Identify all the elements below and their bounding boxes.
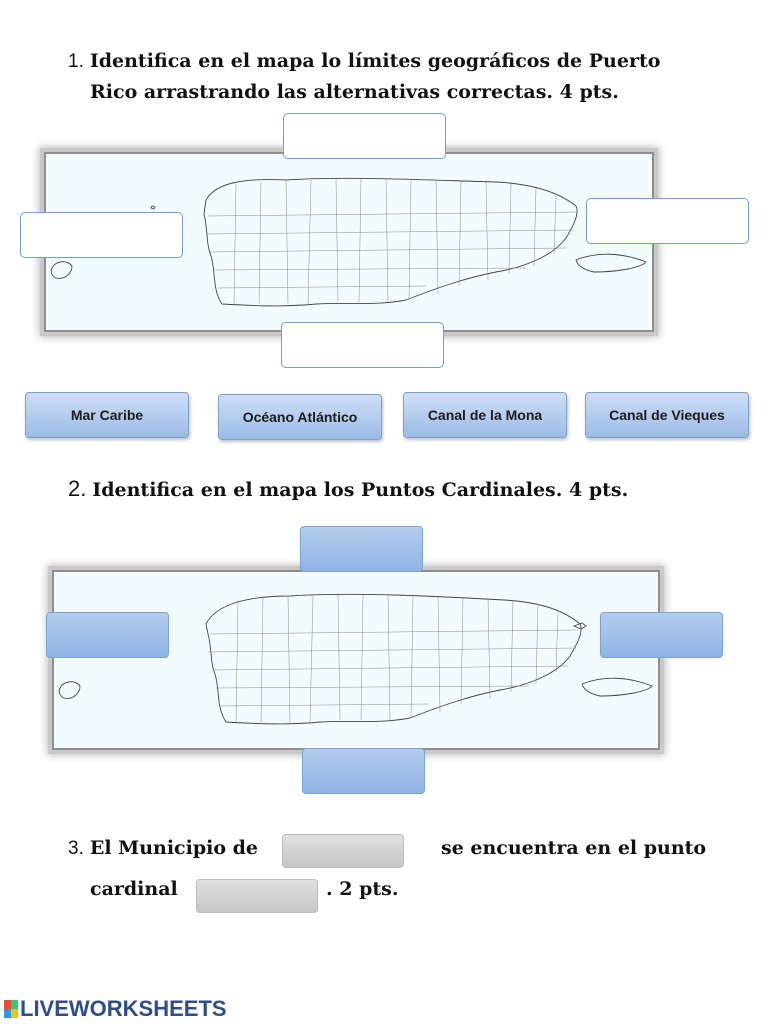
liveworksheets-brand: LIVEWORKSHEETS (20, 996, 227, 1021)
puerto-rico-map-2 (52, 570, 660, 750)
municipio-input[interactable] (282, 834, 404, 868)
cardinal-drop-south[interactable] (302, 748, 425, 794)
question-2-text: Identifica en el mapa los Puntos Cardinales. 4 pts. (92, 479, 629, 501)
option-oceano-atlantico[interactable]: Océano Atlántico (218, 394, 382, 440)
question-2 (68, 474, 748, 505)
drop-zone-south[interactable] (281, 322, 444, 368)
drop-zone-west[interactable] (20, 212, 183, 258)
question-2-number: 2. (68, 476, 87, 501)
option-mar-caribe[interactable]: Mar Caribe (25, 392, 189, 438)
question-3-part-3: cardinal (90, 878, 178, 900)
puerto-rico-map-2-image (54, 572, 658, 748)
question-3-part-4: . 2 pts. (326, 878, 399, 900)
cardinal-drop-west[interactable] (46, 612, 169, 658)
question-1-line-1: Identifica en el mapa lo límites geográficos de Puerto (89, 50, 661, 72)
question-3-part-2: se encuentra en el punto (441, 837, 707, 859)
question-1-line-2: Rico arrastrando las alternativas correctas. 4 pts. (90, 81, 619, 103)
question-3-line-1 (68, 833, 258, 864)
punto-cardinal-input[interactable] (196, 879, 318, 913)
option-canal-de-la-mona[interactable]: Canal de la Mona (403, 392, 567, 438)
drop-zone-east[interactable] (586, 198, 749, 244)
option-canal-de-vieques[interactable]: Canal de Vieques (585, 392, 749, 438)
liveworksheets-logo-icon (4, 1000, 18, 1018)
drop-zone-north[interactable] (283, 113, 446, 159)
cardinal-drop-north[interactable] (300, 526, 423, 572)
question-3-part-1: El Municipio de (89, 837, 259, 859)
question-1-number: 1. (68, 51, 84, 72)
question-3-number: 3. (68, 838, 84, 859)
cardinal-drop-east[interactable] (600, 612, 723, 658)
question-1 (68, 46, 748, 107)
liveworksheets-logo (4, 996, 227, 1022)
